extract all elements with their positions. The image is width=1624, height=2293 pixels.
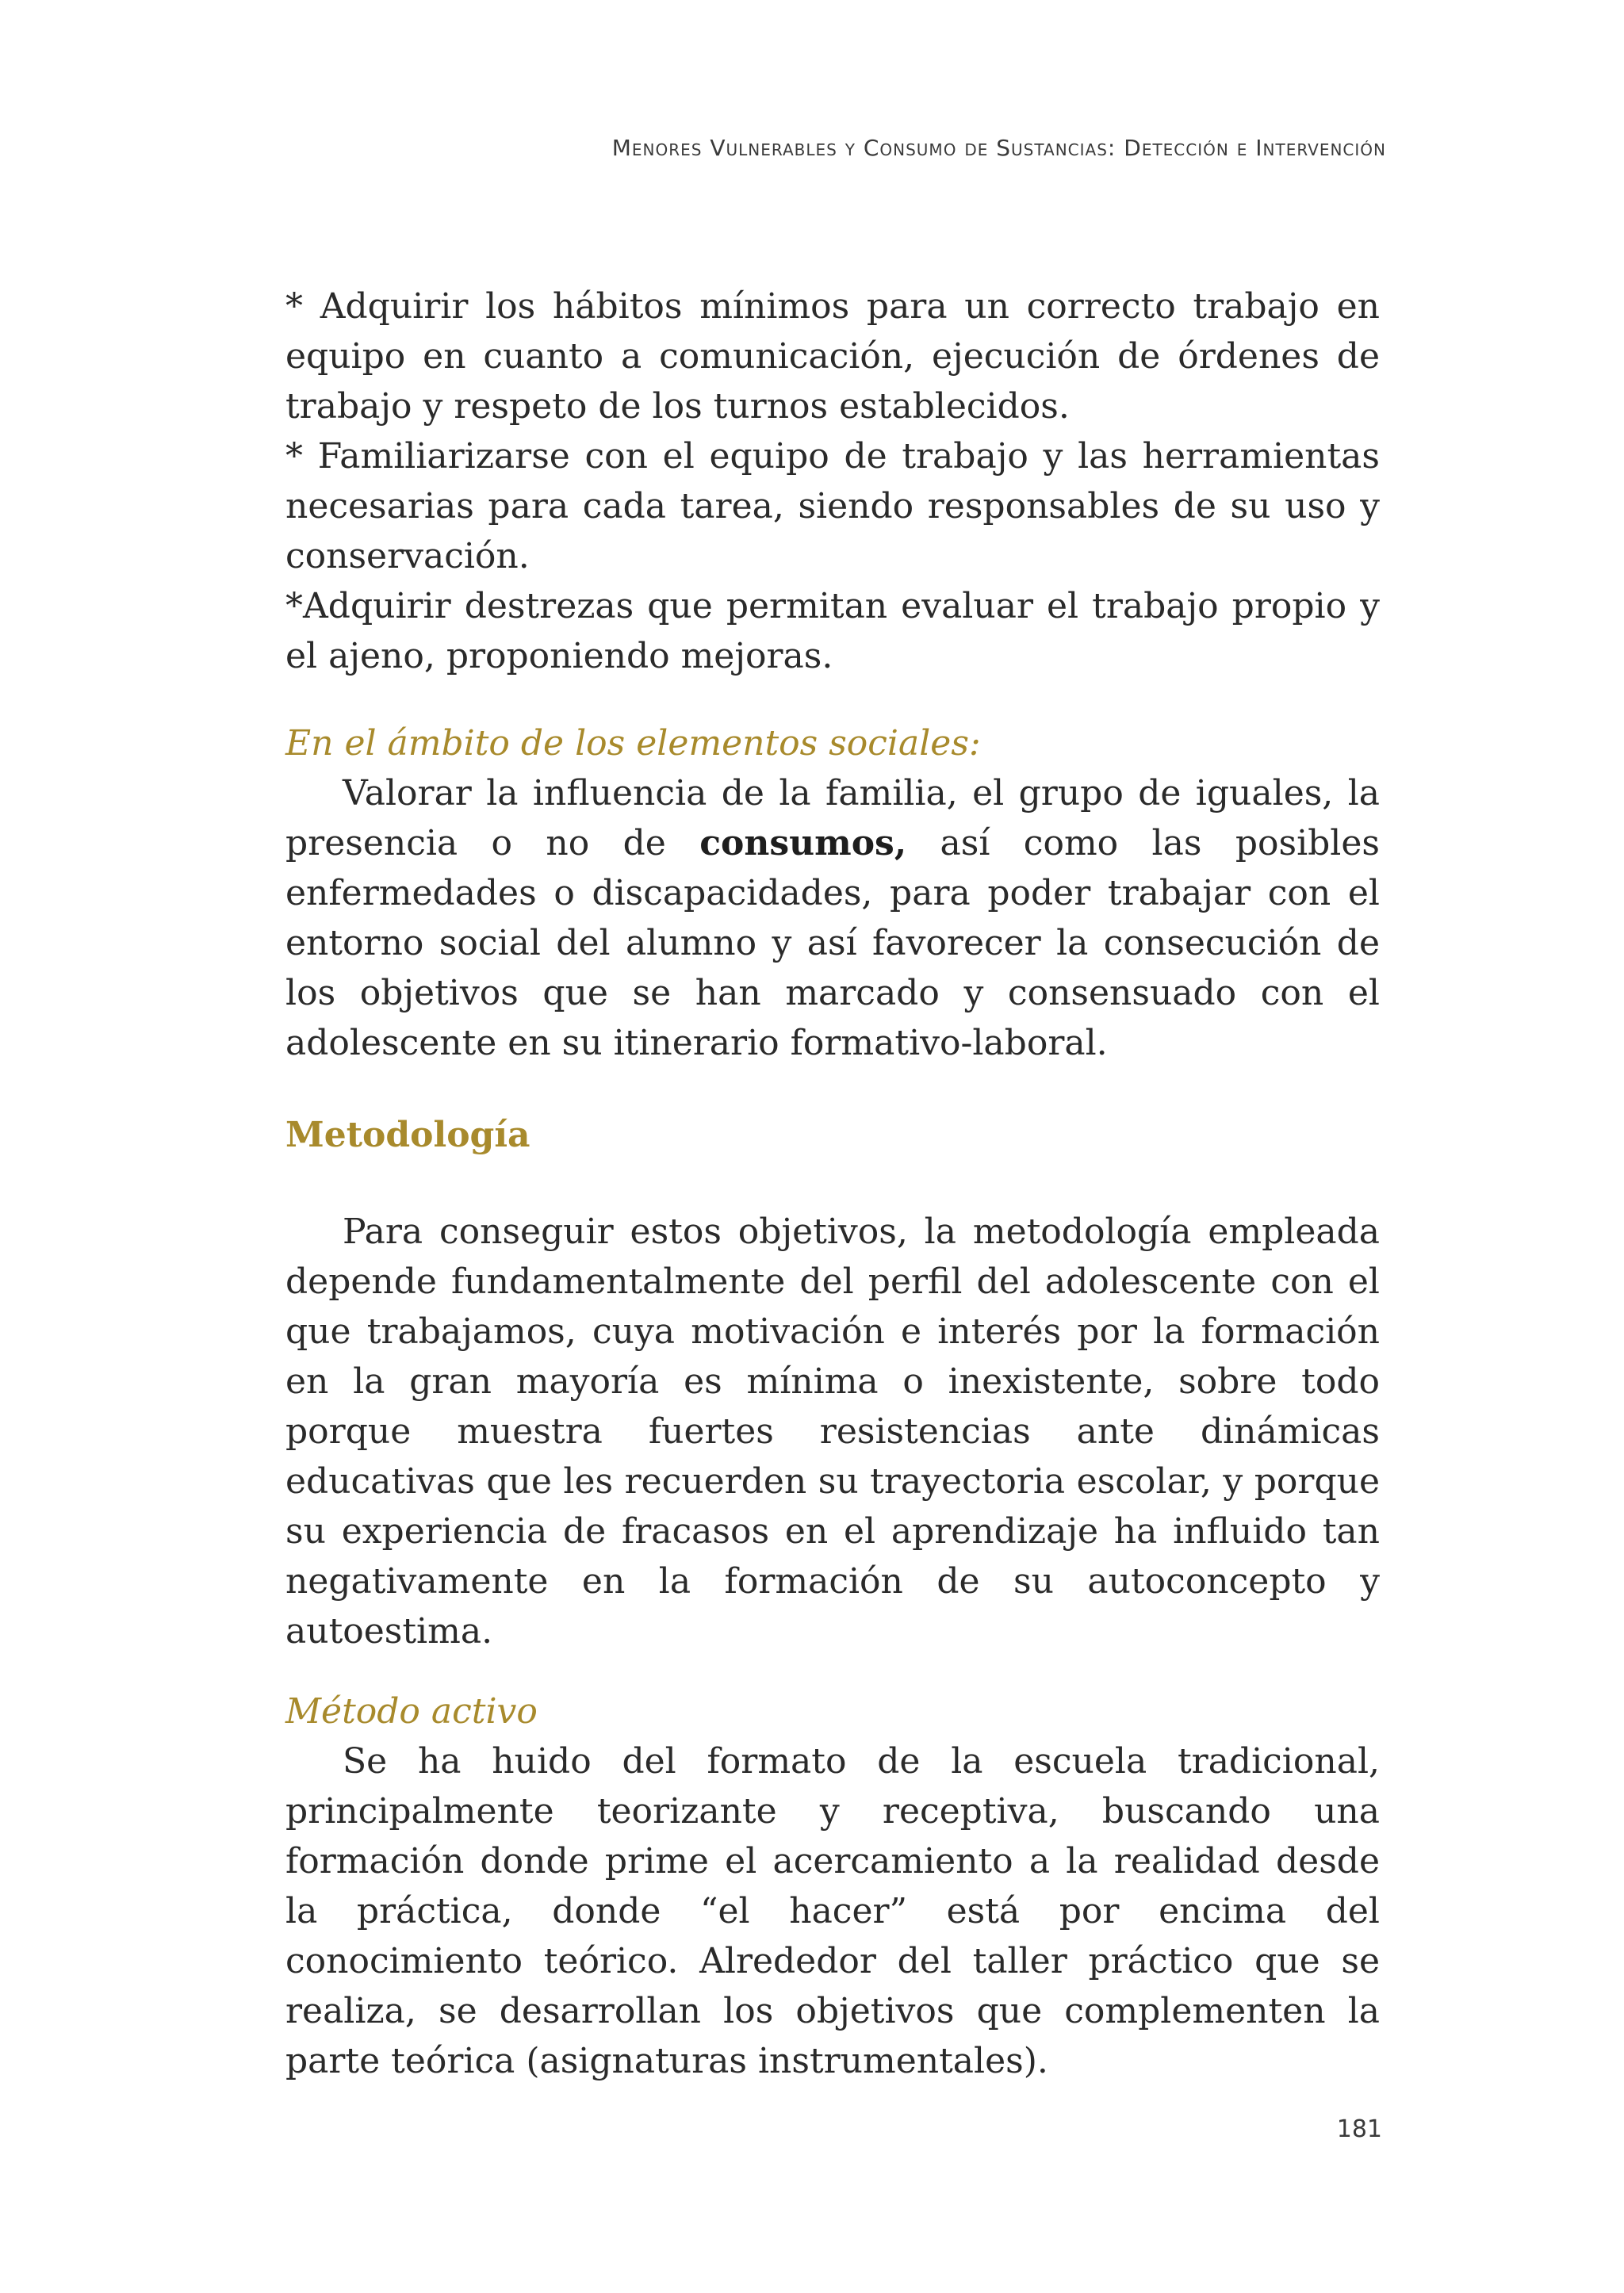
social-subheading: En el ámbito de los elementos sociales: bbox=[285, 723, 981, 764]
page-number: 181 bbox=[1336, 2115, 1382, 2143]
social-text-after: así como las posibles enfermedades o discapacidades, para poder trabajar con el entorno social del alumno y así favorecer la consecución de los objetivos que se han marcado y consensuado con el adolescente en su itinerario formativo-laboral. bbox=[285, 823, 1380, 1063]
social-text-before: Valorar la influencia de la familia, el grupo de iguales, la presencia o no de bbox=[285, 773, 1380, 863]
methodology-heading: Metodología bbox=[285, 1115, 530, 1155]
objective-item: * Familiarizarse con el equipo de trabajo y las herramientas necesarias para cada tarea, siendo responsables de su uso y conservación. bbox=[285, 436, 1380, 576]
running-header: Menores Vulnerables y Consumo de Sustancias: Detección e Intervención bbox=[611, 135, 1386, 161]
page-content bbox=[285, 281, 1380, 2086]
social-bold-term: consumos, bbox=[699, 823, 907, 863]
active-method-subheading: Método activo bbox=[285, 1691, 538, 1732]
methodology-paragraph: Para conseguir estos objetivos, la metodología empleada depende fundamentalmente del perfil del adolescente con el que trabajamos, cuya motivación e interés por la formación en la gran mayoría es mínima o inexistente, sobre todo porque muestra fuertes resistencias ante dinámicas educativas que les recuerden su trayectoria escolar, y porque su experiencia de fracasos en el aprendizaje ha influido tan negativamente en la formación de su autoconcepto y autoestima. bbox=[285, 1212, 1380, 1652]
active-method-paragraph: Se ha huido del formato de la escuela tradicional, principalmente teorizante y receptiva, buscando una formación donde prime el acercamiento a la realidad desde la práctica, donde “el hacer” está por encima del conocimiento teórico. Alrededor del taller práctico que se realiza, se desarrollan los objetivos que complementen la parte teórica (asignaturas instrumentales). bbox=[285, 1741, 1380, 2081]
objective-item: * Adquirir los hábitos mínimos para un correcto trabajo en equipo en cuanto a comunicación, ejecución de órdenes de trabajo y respeto de los turnos establecidos. bbox=[285, 286, 1380, 427]
social-paragraph bbox=[285, 768, 1380, 1068]
objective-item: *Adquirir destrezas que permitan evaluar el trabajo propio y el ajeno, proponiendo mejoras. bbox=[285, 586, 1380, 676]
